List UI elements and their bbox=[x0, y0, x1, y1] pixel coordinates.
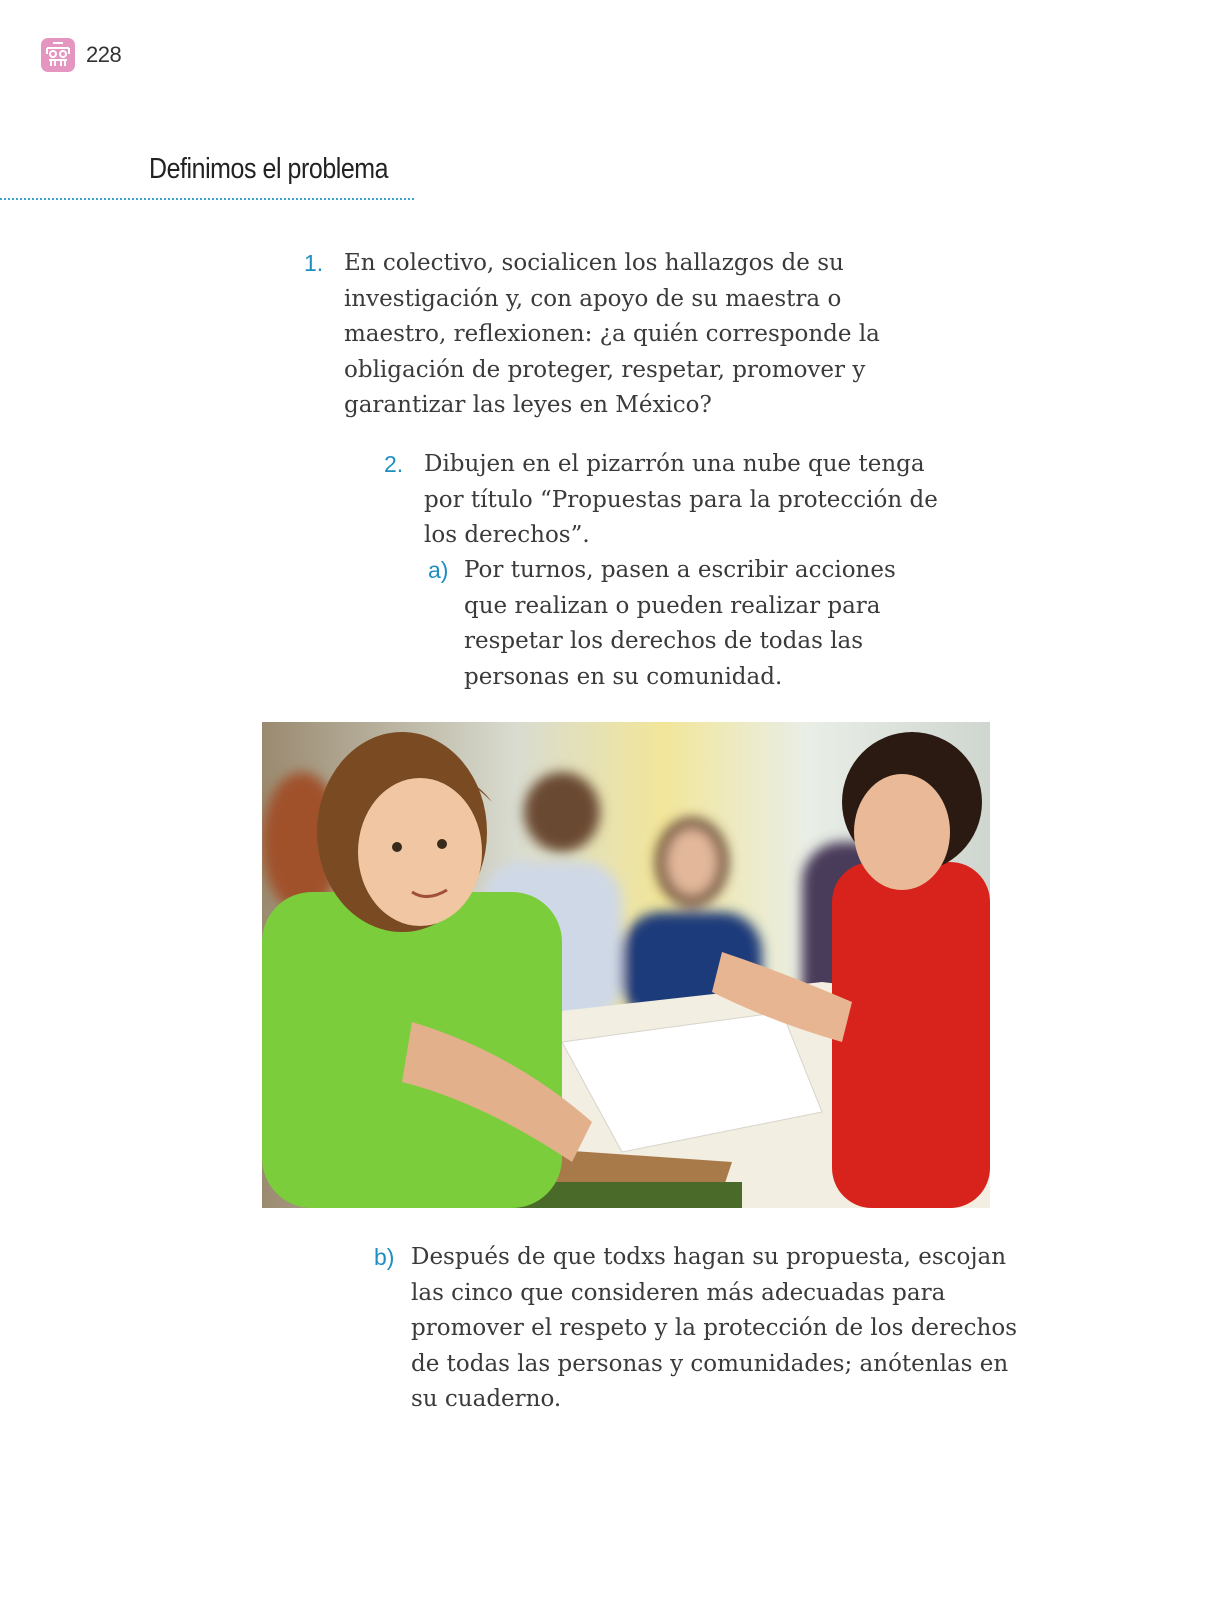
list-item bbox=[374, 1240, 1064, 1418]
list-item bbox=[384, 447, 984, 554]
page-number: 228 bbox=[86, 42, 122, 67]
list-item bbox=[428, 553, 988, 695]
item-text: Después de que todxs hagan su propuesta, escojan las cinco que consideren más adecuadas para promover el respeto y la protección de los derechos de todas las personas y comunidades; anótenlas en su cuaderno. bbox=[411, 1244, 1017, 1412]
title-divider bbox=[0, 198, 414, 200]
item-text: Por turnos, pasen a escribir acciones que realizan o pueden realizar para respetar los derechos de todas las personas en su comunidad. bbox=[464, 557, 896, 690]
item-marker: 2. bbox=[384, 451, 404, 477]
section-title: Definimos el problema bbox=[149, 153, 389, 185]
item-text: Dibujen en el pizarrón una nube que tenga por título “Propuestas para la protección de los derechos”. bbox=[424, 451, 938, 548]
item-marker: 1. bbox=[304, 250, 324, 276]
list-item bbox=[304, 246, 944, 424]
glyph-badge-icon bbox=[41, 38, 75, 72]
item-marker: a) bbox=[428, 557, 449, 583]
item-marker: b) bbox=[374, 1244, 395, 1270]
item-text: En colectivo, socialicen los hallazgos de su investigación y, con apoyo de su maestra o maestro, reflexionen: ¿a quién corresponde la obligación de proteger, respetar, promover y garantizar las leyes en México? bbox=[344, 250, 880, 418]
classroom-photo bbox=[262, 722, 990, 1208]
